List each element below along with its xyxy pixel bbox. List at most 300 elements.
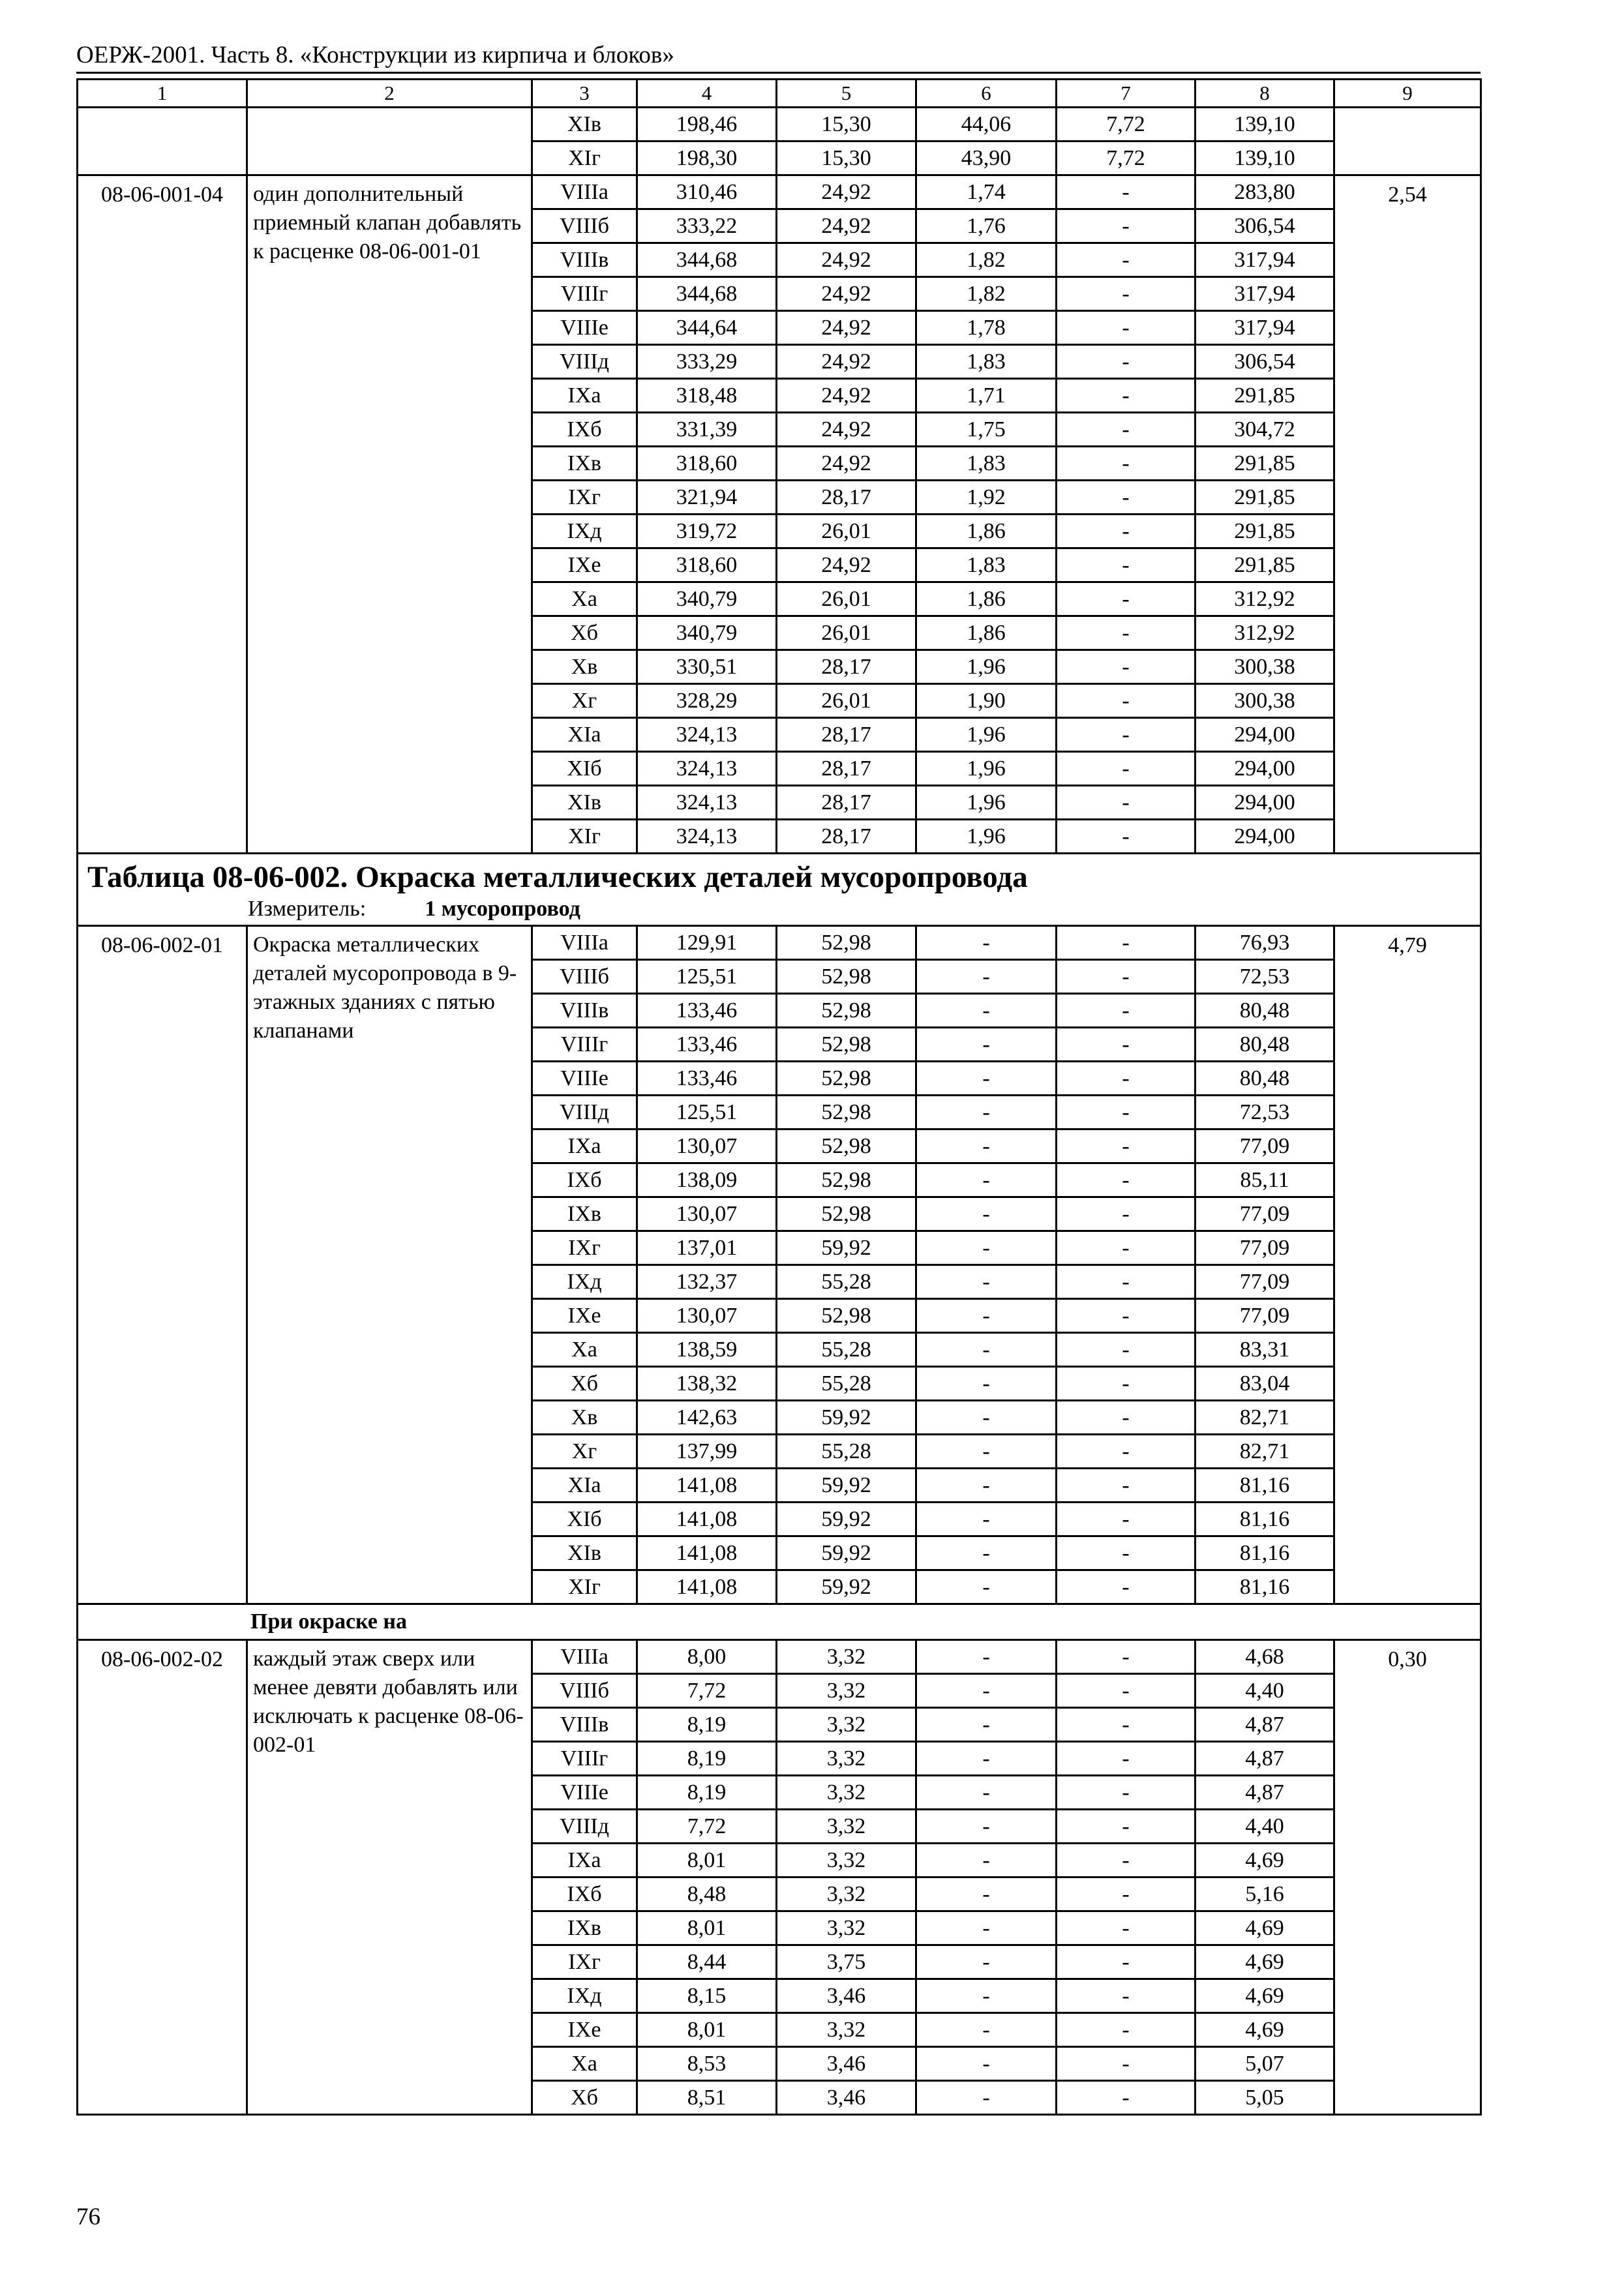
value-cell: 52,98 xyxy=(777,1062,916,1096)
zone-cell: IXа xyxy=(532,379,637,413)
value-cell: - xyxy=(1057,515,1195,548)
value-cell: - xyxy=(1057,2081,1195,2115)
zone-cell: XIа xyxy=(532,1469,637,1503)
table-body xyxy=(78,80,1481,2115)
value-cell: 8,51 xyxy=(637,2081,777,2115)
value-cell: 330,51 xyxy=(637,650,777,684)
value-cell: - xyxy=(1057,926,1195,960)
rate-description: каждый этаж сверх или менее девяти добавлять или исключать к расценке 08-06-002-01 xyxy=(247,1640,532,2115)
zone-cell: IXб xyxy=(532,413,637,447)
value-cell: - xyxy=(1057,1028,1195,1062)
value-cell: - xyxy=(1057,1844,1195,1878)
value-cell: - xyxy=(1057,1945,1195,1979)
zone-cell: VIIIа xyxy=(532,926,637,960)
zone-cell: IXд xyxy=(532,515,637,548)
column-number: 9 xyxy=(1334,80,1481,108)
value-cell: 139,10 xyxy=(1195,108,1334,142)
value-cell: - xyxy=(916,1469,1057,1503)
value-cell: 137,99 xyxy=(637,1435,777,1469)
value-cell: 317,94 xyxy=(1195,277,1334,311)
value-cell: 15,30 xyxy=(777,142,916,175)
zone-cell: IXе xyxy=(532,548,637,582)
value-cell: 1,86 xyxy=(916,582,1057,616)
zone-cell: VIIIе xyxy=(532,1776,637,1810)
value-cell: 77,09 xyxy=(1195,1130,1334,1163)
zone-cell: Xа xyxy=(532,582,637,616)
value-cell: 1,75 xyxy=(916,413,1057,447)
value-cell: - xyxy=(1057,1708,1195,1742)
value-cell: 324,13 xyxy=(637,820,777,854)
column-number: 7 xyxy=(1057,80,1195,108)
value-cell: 55,28 xyxy=(777,1265,916,1299)
value-cell: 1,83 xyxy=(916,345,1057,379)
value-cell: 133,46 xyxy=(637,994,777,1028)
value-cell: 8,44 xyxy=(637,1945,777,1979)
value-cell: - xyxy=(916,1333,1057,1367)
value-cell: 28,17 xyxy=(777,481,916,515)
value-cell: 28,17 xyxy=(777,718,916,752)
value-cell: - xyxy=(916,1096,1057,1130)
value-cell: - xyxy=(916,1536,1057,1570)
value-cell: 44,06 xyxy=(916,108,1057,142)
value-cell: 3,32 xyxy=(777,1742,916,1776)
table-title-row xyxy=(78,854,1481,926)
value-cell: 80,48 xyxy=(1195,994,1334,1028)
value-cell: - xyxy=(916,1435,1057,1469)
value-cell: 317,94 xyxy=(1195,243,1334,277)
value-cell: 312,92 xyxy=(1195,582,1334,616)
value-cell: 55,28 xyxy=(777,1435,916,1469)
value-cell: - xyxy=(1057,345,1195,379)
value-cell: 3,32 xyxy=(777,1674,916,1708)
value-cell: 52,98 xyxy=(777,1028,916,1062)
value-cell: 333,22 xyxy=(637,209,777,243)
value-cell: - xyxy=(1057,1197,1195,1231)
value-cell: 141,08 xyxy=(637,1469,777,1503)
value-cell: - xyxy=(916,1401,1057,1435)
zone-cell: VIIIг xyxy=(532,277,637,311)
value-cell: 331,39 xyxy=(637,413,777,447)
value-cell: - xyxy=(1057,1536,1195,1570)
table-row xyxy=(78,926,1481,960)
zone-cell: IXд xyxy=(532,1979,637,2013)
value-cell: 125,51 xyxy=(637,960,777,994)
value-cell: 8,53 xyxy=(637,2047,777,2081)
value-cell: 125,51 xyxy=(637,1096,777,1130)
value-cell: 52,98 xyxy=(777,926,916,960)
value-cell: 5,07 xyxy=(1195,2047,1334,2081)
value-cell: 310,46 xyxy=(637,175,777,209)
value-cell: 198,30 xyxy=(637,142,777,175)
value-cell: - xyxy=(916,994,1057,1028)
value-cell: 291,85 xyxy=(1195,515,1334,548)
value-cell: 80,48 xyxy=(1195,1028,1334,1062)
value-cell: 3,46 xyxy=(777,1979,916,2013)
zone-cell: Xа xyxy=(532,1333,637,1367)
value-cell: - xyxy=(1057,311,1195,345)
value-cell: 59,92 xyxy=(777,1469,916,1503)
zone-cell: VIIIб xyxy=(532,209,637,243)
value-cell: 7,72 xyxy=(1057,142,1195,175)
value-cell: - xyxy=(916,1708,1057,1742)
column-number-row xyxy=(78,80,1481,108)
value-cell: - xyxy=(1057,175,1195,209)
value-cell: 1,92 xyxy=(916,481,1057,515)
value-cell: 344,68 xyxy=(637,277,777,311)
value-cell: 82,71 xyxy=(1195,1435,1334,1469)
value-cell: - xyxy=(916,2047,1057,2081)
value-cell: 324,13 xyxy=(637,718,777,752)
zone-cell: VIIIб xyxy=(532,960,637,994)
value-cell: - xyxy=(916,1640,1057,1674)
zone-cell: Xа xyxy=(532,2047,637,2081)
value-cell: 59,92 xyxy=(777,1401,916,1435)
value-cell: 8,15 xyxy=(637,1979,777,2013)
value-cell: 1,90 xyxy=(916,684,1057,718)
header-rule xyxy=(76,72,1481,74)
col9-value xyxy=(1334,108,1481,175)
zone-cell: XIа xyxy=(532,718,637,752)
value-cell: 319,72 xyxy=(637,515,777,548)
value-cell: 283,80 xyxy=(1195,175,1334,209)
value-cell: 7,72 xyxy=(637,1810,777,1844)
value-cell: 52,98 xyxy=(777,994,916,1028)
rate-description: один дополнительный приемный клапан добавлять к расценке 08-06-001-01 xyxy=(247,175,532,854)
value-cell: 1,96 xyxy=(916,718,1057,752)
column-number: 1 xyxy=(78,80,247,108)
value-cell: 59,92 xyxy=(777,1231,916,1265)
value-cell: 77,09 xyxy=(1195,1197,1334,1231)
value-cell: 4,40 xyxy=(1195,1810,1334,1844)
zone-cell: IXв xyxy=(532,1197,637,1231)
value-cell: - xyxy=(1057,447,1195,481)
value-cell: - xyxy=(916,1367,1057,1401)
value-cell: 24,92 xyxy=(777,345,916,379)
zone-cell: VIIIв xyxy=(532,243,637,277)
value-cell: - xyxy=(916,1570,1057,1604)
value-cell: 141,08 xyxy=(637,1536,777,1570)
value-cell: 300,38 xyxy=(1195,684,1334,718)
zone-cell: Xб xyxy=(532,2081,637,2115)
value-cell: 81,16 xyxy=(1195,1536,1334,1570)
value-cell: 138,32 xyxy=(637,1367,777,1401)
zone-cell: VIIIд xyxy=(532,1096,637,1130)
value-cell: 7,72 xyxy=(637,1674,777,1708)
value-cell: 4,69 xyxy=(1195,1979,1334,2013)
value-cell: - xyxy=(1057,2047,1195,2081)
value-cell: 294,00 xyxy=(1195,786,1334,820)
value-cell: 4,68 xyxy=(1195,1640,1334,1674)
value-cell: 4,69 xyxy=(1195,1844,1334,1878)
value-cell: 142,63 xyxy=(637,1401,777,1435)
value-cell: 3,46 xyxy=(777,2081,916,2115)
value-cell: - xyxy=(916,1130,1057,1163)
value-cell: 1,82 xyxy=(916,277,1057,311)
value-cell: - xyxy=(916,1742,1057,1776)
value-cell: - xyxy=(1057,548,1195,582)
value-cell: 59,92 xyxy=(777,1503,916,1536)
value-cell: 306,54 xyxy=(1195,345,1334,379)
value-cell: 4,87 xyxy=(1195,1708,1334,1742)
zone-cell: IXб xyxy=(532,1878,637,1911)
value-cell: 8,19 xyxy=(637,1742,777,1776)
value-cell: 8,01 xyxy=(637,1844,777,1878)
value-cell: 133,46 xyxy=(637,1062,777,1096)
zone-cell: XIб xyxy=(532,752,637,786)
value-cell: 76,93 xyxy=(1195,926,1334,960)
value-cell: - xyxy=(916,926,1057,960)
value-cell: 8,19 xyxy=(637,1776,777,1810)
value-cell: 3,46 xyxy=(777,2047,916,2081)
value-cell: - xyxy=(916,1163,1057,1197)
value-cell: - xyxy=(1057,752,1195,786)
value-cell: 304,72 xyxy=(1195,413,1334,447)
value-cell: 129,91 xyxy=(637,926,777,960)
value-cell: 3,75 xyxy=(777,1945,916,1979)
value-cell: - xyxy=(916,1945,1057,1979)
value-cell: 1,96 xyxy=(916,752,1057,786)
value-cell: - xyxy=(916,1265,1057,1299)
value-cell: 4,87 xyxy=(1195,1776,1334,1810)
value-cell: 318,48 xyxy=(637,379,777,413)
value-cell: - xyxy=(1057,1367,1195,1401)
col9-value: 0,30 xyxy=(1334,1640,1481,2115)
zone-cell: IXа xyxy=(532,1130,637,1163)
value-cell: - xyxy=(916,2013,1057,2047)
rate-code xyxy=(78,108,247,175)
value-cell: - xyxy=(1057,1333,1195,1367)
value-cell: - xyxy=(916,1844,1057,1878)
value-cell: - xyxy=(1057,1776,1195,1810)
value-cell: - xyxy=(1057,1299,1195,1333)
column-number: 2 xyxy=(247,80,532,108)
value-cell: - xyxy=(1057,616,1195,650)
value-cell: 24,92 xyxy=(777,447,916,481)
col9-value: 2,54 xyxy=(1334,175,1481,854)
value-cell: 26,01 xyxy=(777,616,916,650)
value-cell: 52,98 xyxy=(777,960,916,994)
value-cell: 24,92 xyxy=(777,413,916,447)
value-cell: 4,69 xyxy=(1195,2013,1334,2047)
value-cell: 8,01 xyxy=(637,2013,777,2047)
value-cell: 294,00 xyxy=(1195,820,1334,854)
value-cell: - xyxy=(916,1231,1057,1265)
zone-cell: VIIIд xyxy=(532,345,637,379)
value-cell: - xyxy=(1057,209,1195,243)
value-cell: - xyxy=(1057,820,1195,854)
table-row xyxy=(78,1640,1481,1674)
value-cell: 52,98 xyxy=(777,1096,916,1130)
zone-cell: IXе xyxy=(532,2013,637,2047)
value-cell: - xyxy=(1057,413,1195,447)
value-cell: 72,53 xyxy=(1195,960,1334,994)
value-cell: - xyxy=(916,1299,1057,1333)
value-cell: 52,98 xyxy=(777,1299,916,1333)
value-cell: - xyxy=(1057,1163,1195,1197)
note-row xyxy=(78,1604,1481,1640)
value-cell: 1,86 xyxy=(916,515,1057,548)
zone-cell: VIIIа xyxy=(532,1640,637,1674)
value-cell: - xyxy=(1057,1096,1195,1130)
value-cell: - xyxy=(916,1776,1057,1810)
zone-cell: IXг xyxy=(532,1945,637,1979)
value-cell: 24,92 xyxy=(777,311,916,345)
value-cell: 52,98 xyxy=(777,1163,916,1197)
value-cell: - xyxy=(1057,1979,1195,2013)
value-cell: 3,32 xyxy=(777,1810,916,1844)
value-cell: 4,69 xyxy=(1195,1911,1334,1945)
value-cell: 318,60 xyxy=(637,548,777,582)
value-cell: 3,32 xyxy=(777,1640,916,1674)
value-cell: 77,09 xyxy=(1195,1265,1334,1299)
value-cell: - xyxy=(916,1911,1057,1945)
value-cell: 300,38 xyxy=(1195,650,1334,684)
value-cell: 8,01 xyxy=(637,1911,777,1945)
value-cell: - xyxy=(916,1062,1057,1096)
rate-code: 08-06-001-04 xyxy=(78,175,247,854)
value-cell: - xyxy=(916,960,1057,994)
value-cell: - xyxy=(916,1979,1057,2013)
column-number: 6 xyxy=(916,80,1057,108)
zone-cell: VIIIв xyxy=(532,994,637,1028)
zone-cell: Xв xyxy=(532,1401,637,1435)
value-cell: 55,28 xyxy=(777,1333,916,1367)
value-cell: 3,32 xyxy=(777,2013,916,2047)
value-cell: 138,59 xyxy=(637,1333,777,1367)
zone-cell: VIIIг xyxy=(532,1742,637,1776)
zone-cell: XIг xyxy=(532,1570,637,1604)
zone-cell: XIб xyxy=(532,1503,637,1536)
value-cell: 59,92 xyxy=(777,1536,916,1570)
value-cell: 28,17 xyxy=(777,820,916,854)
value-cell: - xyxy=(1057,1640,1195,1674)
value-cell: 8,19 xyxy=(637,1708,777,1742)
rate-code: 08-06-002-01 xyxy=(78,926,247,1604)
measure-value: 1 мусоропровод xyxy=(425,897,580,921)
value-cell: - xyxy=(1057,1742,1195,1776)
value-cell: 26,01 xyxy=(777,684,916,718)
value-cell: - xyxy=(1057,1911,1195,1945)
zone-cell: Xг xyxy=(532,1435,637,1469)
value-cell: 82,71 xyxy=(1195,1401,1334,1435)
zone-cell: VIIIв xyxy=(532,1708,637,1742)
value-cell: 52,98 xyxy=(777,1197,916,1231)
value-cell: - xyxy=(916,1878,1057,1911)
table-row xyxy=(78,108,1481,142)
rate-code: 08-06-002-02 xyxy=(78,1640,247,2115)
value-cell: 24,92 xyxy=(777,277,916,311)
value-cell: 77,09 xyxy=(1195,1299,1334,1333)
value-cell: 77,09 xyxy=(1195,1231,1334,1265)
value-cell: - xyxy=(1057,582,1195,616)
value-cell: 81,16 xyxy=(1195,1469,1334,1503)
value-cell: 312,92 xyxy=(1195,616,1334,650)
column-number: 3 xyxy=(532,80,637,108)
value-cell: 324,13 xyxy=(637,786,777,820)
value-cell: 3,32 xyxy=(777,1708,916,1742)
value-cell: 85,11 xyxy=(1195,1163,1334,1197)
rate-description: Окраска металлических деталей мусоропровода в 9-этажных зданиях с пятью клапанами xyxy=(247,926,532,1604)
value-cell: - xyxy=(916,1028,1057,1062)
value-cell: 26,01 xyxy=(777,515,916,548)
document-header: ОЕРЖ-2001. Часть 8. «Конструкции из кирпича и блоков» xyxy=(76,42,674,68)
value-cell: 1,82 xyxy=(916,243,1057,277)
column-number: 4 xyxy=(637,80,777,108)
value-cell: - xyxy=(1057,379,1195,413)
value-cell: 28,17 xyxy=(777,650,916,684)
zone-cell: Xб xyxy=(532,616,637,650)
value-cell: - xyxy=(916,2081,1057,2115)
zone-cell: VIIIб xyxy=(532,1674,637,1708)
value-cell: 1,86 xyxy=(916,616,1057,650)
value-cell: 138,09 xyxy=(637,1163,777,1197)
value-cell: 43,90 xyxy=(916,142,1057,175)
zone-cell: XIг xyxy=(532,820,637,854)
value-cell: 130,07 xyxy=(637,1130,777,1163)
zone-cell: Xб xyxy=(532,1367,637,1401)
value-cell: 24,92 xyxy=(777,209,916,243)
column-number: 5 xyxy=(777,80,916,108)
value-cell: 294,00 xyxy=(1195,718,1334,752)
value-cell: - xyxy=(916,1197,1057,1231)
value-cell: - xyxy=(1057,684,1195,718)
value-cell: - xyxy=(916,1674,1057,1708)
value-cell: 1,83 xyxy=(916,548,1057,582)
value-cell: 55,28 xyxy=(777,1367,916,1401)
value-cell: 4,40 xyxy=(1195,1674,1334,1708)
value-cell: - xyxy=(1057,960,1195,994)
value-cell: 130,07 xyxy=(637,1197,777,1231)
value-cell: 130,07 xyxy=(637,1299,777,1333)
value-cell: - xyxy=(1057,1810,1195,1844)
value-cell: 4,69 xyxy=(1195,1945,1334,1979)
value-cell: 133,46 xyxy=(637,1028,777,1062)
value-cell: - xyxy=(1057,1401,1195,1435)
value-cell: 328,29 xyxy=(637,684,777,718)
zone-cell: IXг xyxy=(532,481,637,515)
table-row xyxy=(78,175,1481,209)
value-cell: - xyxy=(1057,243,1195,277)
zone-cell: VIIIд xyxy=(532,1810,637,1844)
measure-label: Измеритель: xyxy=(248,897,367,921)
value-cell: 139,10 xyxy=(1195,142,1334,175)
value-cell: - xyxy=(1057,994,1195,1028)
value-cell: 344,64 xyxy=(637,311,777,345)
zone-cell: IXа xyxy=(532,1844,637,1878)
rates-table xyxy=(76,78,1482,2116)
value-cell: 3,32 xyxy=(777,1878,916,1911)
value-cell: 1,96 xyxy=(916,786,1057,820)
value-cell: 72,53 xyxy=(1195,1096,1334,1130)
value-cell: 1,83 xyxy=(916,447,1057,481)
table-title-cell xyxy=(78,854,1481,926)
value-cell: - xyxy=(1057,1503,1195,1536)
value-cell: 80,48 xyxy=(1195,1062,1334,1096)
value-cell: 1,96 xyxy=(916,820,1057,854)
value-cell: - xyxy=(1057,277,1195,311)
value-cell: 324,13 xyxy=(637,752,777,786)
zone-cell: XIв xyxy=(532,108,637,142)
zone-cell: IXд xyxy=(532,1265,637,1299)
value-cell: - xyxy=(1057,1435,1195,1469)
column-number: 8 xyxy=(1195,80,1334,108)
value-cell: - xyxy=(1057,650,1195,684)
value-cell: 141,08 xyxy=(637,1503,777,1536)
value-cell: 24,92 xyxy=(777,243,916,277)
value-cell: - xyxy=(1057,1878,1195,1911)
value-cell: 344,68 xyxy=(637,243,777,277)
zone-cell: Xв xyxy=(532,650,637,684)
